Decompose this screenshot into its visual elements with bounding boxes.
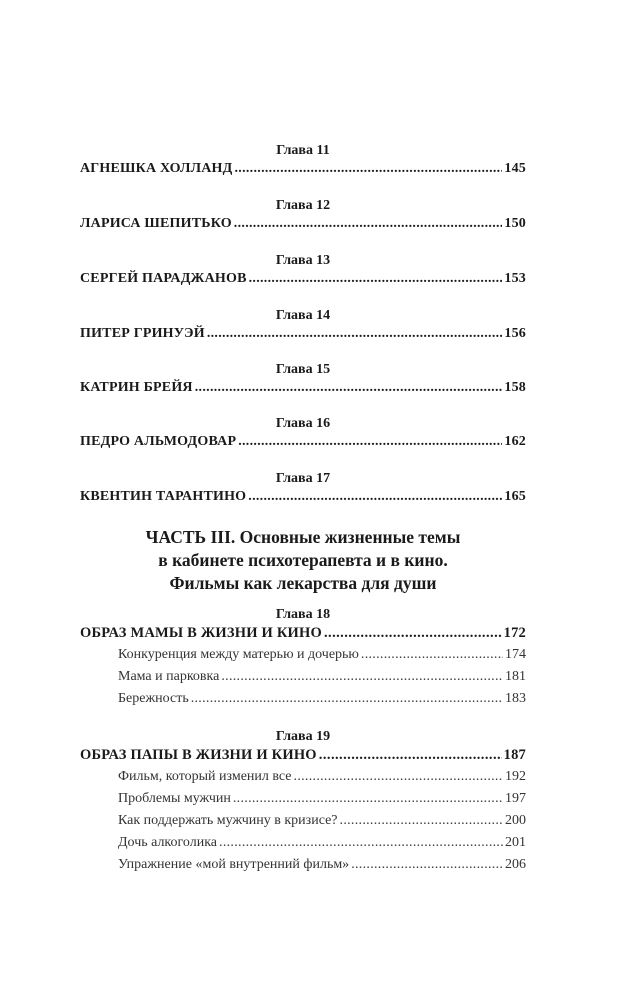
toc-entry[interactable] xyxy=(80,214,526,234)
dot-leader xyxy=(207,324,503,344)
part-heading-line: Фильмы как лекарства для души xyxy=(169,573,437,593)
dot-leader xyxy=(219,833,503,853)
toc-entry-page: 156 xyxy=(504,326,526,341)
dot-leader xyxy=(238,432,502,452)
toc-subentry[interactable] xyxy=(118,689,526,709)
toc-entry-title: КВЕНТИН ТАРАНТИНО xyxy=(80,489,247,504)
toc-subentry[interactable] xyxy=(118,667,526,687)
toc-subentry-page: 174 xyxy=(505,647,526,662)
chapter-label: Глава 18 xyxy=(275,607,331,622)
toc-subentry[interactable] xyxy=(118,645,526,665)
toc-entry-page: 187 xyxy=(503,747,526,763)
toc-entry-page: 150 xyxy=(504,216,526,231)
toc-entry-page: 165 xyxy=(504,489,526,504)
toc-subentry-title: Бережность xyxy=(118,691,189,706)
dot-leader xyxy=(319,745,502,765)
toc-entry[interactable] xyxy=(80,159,526,179)
part-heading-line: в кабинете психотерапевта и в кино. xyxy=(158,550,448,570)
toc-entry-title: ЛАРИСА ШЕПИТЬКО xyxy=(80,216,232,231)
toc-entry-title: СЕРГЕЙ ПАРАДЖАНОВ xyxy=(80,271,247,286)
part-heading xyxy=(80,526,526,595)
toc-entry-title: ПИТЕР ГРИНУЭЙ xyxy=(80,326,205,341)
dot-leader xyxy=(324,623,502,643)
toc-entry-title: КАТРИН БРЕЙЯ xyxy=(80,380,193,395)
chapter-label: Глава 17 xyxy=(275,471,331,486)
toc-subentry[interactable] xyxy=(118,855,526,875)
toc-subentry-page: 183 xyxy=(505,691,526,706)
toc-entry-page: 153 xyxy=(504,271,526,286)
toc-subentry[interactable] xyxy=(118,767,526,787)
dot-leader xyxy=(361,645,503,665)
toc-subentry-title: Фильм, который изменил все xyxy=(118,769,292,784)
chapter-label: Глава 14 xyxy=(275,308,331,323)
toc-subentry-page: 201 xyxy=(505,835,526,850)
toc-subentry-page: 206 xyxy=(505,857,526,872)
dot-leader xyxy=(351,855,503,875)
dot-leader xyxy=(248,487,502,507)
toc-subentry-title: Мама и парковка xyxy=(118,669,220,684)
toc-subentry-page: 197 xyxy=(505,791,526,806)
part-heading-line: ЧАСТЬ III. Основные жизненные темы xyxy=(145,527,461,547)
dot-leader xyxy=(234,214,503,234)
toc-subentry-page: 181 xyxy=(505,669,526,684)
toc-subentry-title: Как поддержать мужчину в кризисе? xyxy=(118,813,338,828)
toc-entry[interactable] xyxy=(80,487,526,507)
toc-entry[interactable] xyxy=(80,324,526,344)
table-of-contents-page xyxy=(80,0,526,1000)
chapter-label: Глава 15 xyxy=(275,362,331,377)
toc-entry-page: 145 xyxy=(504,161,526,176)
dot-leader xyxy=(294,767,503,787)
toc-subentry[interactable] xyxy=(118,811,526,831)
dot-leader xyxy=(234,159,502,179)
dot-leader xyxy=(195,378,503,398)
chapter-label: Глава 16 xyxy=(275,416,331,431)
toc-entry[interactable] xyxy=(80,623,526,643)
chapter-label: Глава 19 xyxy=(275,729,331,744)
toc-entry[interactable] xyxy=(80,378,526,398)
dot-leader xyxy=(221,667,503,687)
toc-entry-title: ОБРАЗ ПАПЫ В ЖИЗНИ И КИНО xyxy=(80,747,317,763)
toc-entry[interactable] xyxy=(80,432,526,452)
toc-entry-page: 172 xyxy=(503,625,526,641)
toc-entry[interactable] xyxy=(80,269,526,289)
chapter-label: Глава 12 xyxy=(275,198,331,213)
toc-subentry-page: 192 xyxy=(505,769,526,784)
chapter-label: Глава 13 xyxy=(275,253,331,268)
dot-leader xyxy=(340,811,503,831)
dot-leader xyxy=(249,269,503,289)
toc-subentry[interactable] xyxy=(118,789,526,809)
toc-subentry-page: 200 xyxy=(505,813,526,828)
toc-subentry-title: Упражнение «мой внутренний фильм» xyxy=(118,857,350,872)
toc-subentry-title: Дочь алкоголика xyxy=(118,835,218,850)
chapter-label: Глава 11 xyxy=(276,143,330,158)
toc-subentry-title: Конкуренция между матерью и дочерью xyxy=(118,647,359,662)
toc-entry-page: 162 xyxy=(504,434,526,449)
toc-entry-title: ПЕДРО АЛЬМОДОВАР xyxy=(80,434,237,449)
dot-leader xyxy=(191,689,503,709)
toc-entry-title: АГНЕШКА ХОЛЛАНД xyxy=(80,161,233,176)
toc-subentry-title: Проблемы мужчин xyxy=(118,791,231,806)
toc-entry-page: 158 xyxy=(504,380,526,395)
toc-subentry[interactable] xyxy=(118,833,526,853)
dot-leader xyxy=(233,789,503,809)
toc-entry[interactable] xyxy=(80,745,526,765)
toc-entry-title: ОБРАЗ МАМЫ В ЖИЗНИ И КИНО xyxy=(80,625,322,641)
